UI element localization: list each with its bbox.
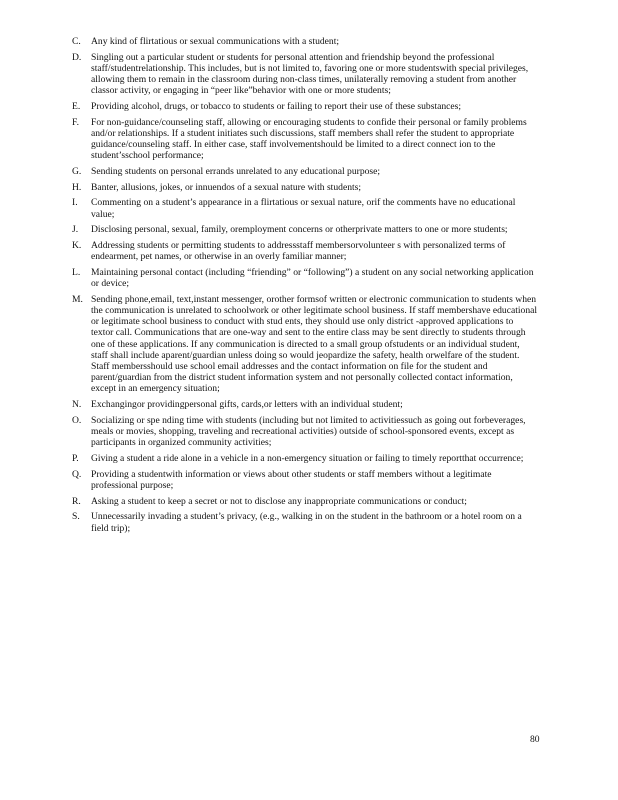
item-letter: H.	[72, 181, 82, 193]
item-letter: C.	[72, 36, 81, 47]
item-letter: G.	[72, 166, 82, 178]
list-item	[72, 36, 538, 47]
list-item	[72, 496, 538, 507]
item-letter: O.	[72, 414, 82, 426]
item-text: Sending phone,email, text,instant messenger, orother formsof written or electronic communication to students when the communication is unrelated to schoolwork or other legitimate school business. If staff membershave educational or legitimate school business to conduct with stud ents, they should use only district -approved applications to textor call. Communications that are one-way and sent to the entire class may be sent directly to students through one of these applications. If any communication is directed to a small group ofstudents or an individual student, staff shall include aparent/guardian unless doing so would jeopardize the safety, health orwelfare of the student. Staff membersshould use school email addresses and the contact information on file for the student and parent/guardian from the district student information system and not personally collected contact information, except in an emergency situation;	[91, 293, 538, 395]
item-text: Any kind of flirtatious or sexual communications with a student;	[91, 36, 340, 47]
item-letter: M.	[72, 293, 83, 305]
item-letter: D.	[72, 51, 82, 63]
item-letter: I.	[72, 197, 78, 209]
list-item	[72, 224, 538, 235]
item-letter: F.	[72, 116, 79, 128]
list-item	[72, 511, 538, 533]
list-item	[72, 240, 538, 262]
item-letter: K.	[72, 240, 82, 252]
item-text: Sending students on personal errands unrelated to any educational purpose;	[91, 166, 381, 178]
item-letter: J.	[72, 224, 79, 236]
item-text: Asking a student to keep a secret or not to disclose any inappropriate communications or conduct;	[91, 495, 467, 507]
list-item	[72, 415, 538, 449]
item-letter: S.	[72, 511, 80, 523]
item-text: Singling out a particular student or students for personal attention and friendship beyond the professional staff/studentrelationship. This includes, but is not limited to, favoring one or more studentswith special privileges, allowing them to remain in the classroom during non-class times, unilaterally removing a student from another classor activity, or engaging in “peer like”behavior with one or more students;	[91, 51, 529, 97]
item-letter: Q.	[72, 468, 82, 480]
list-item	[72, 166, 538, 177]
list-item	[72, 117, 538, 162]
item-text: Maintaining personal contact (including “friending” or “following”) a student on any social networking application or device;	[91, 266, 534, 290]
item-letter: E.	[72, 101, 81, 113]
item-text: Addressing students or permitting students to addressstaff membersorvolunteer s with personalized terms of endearment, pet names, or otherwise in an overly familiar manner;	[91, 240, 506, 263]
item-text: Providing alcohol, drugs, or tobacco to students or failing to report their use of these substances;	[91, 101, 462, 113]
list-item	[72, 197, 538, 219]
list-item	[72, 267, 538, 289]
item-text: Commenting on a student’s appearance in a flirtatious or sexual nature, orif the comments have no educational value;	[91, 197, 516, 220]
item-letter: R.	[72, 495, 81, 507]
item-text: Unnecessarily invading a student’s privacy, (e.g., walking in on the student in the bathroom or a hotel room on a field trip);	[91, 511, 522, 534]
item-text: Providing a studentwith information or views about other students or staff members without a legitimate professional purpose;	[91, 468, 492, 491]
item-letter: L.	[72, 266, 81, 278]
item-text: Giving a student a ride alone in a vehicle in a non-emergency situation or failing to timely reportthat occurrence;	[91, 453, 524, 464]
item-text: Socializing or spe nding time with students (including but not limited to activitiessuch as going out forbeverages, meals or movies, shopping, traveling and recreational activities) outside of school-sponsored events, except as participants in organized community activities;	[91, 414, 526, 449]
list-item	[72, 101, 538, 112]
list-item	[72, 294, 538, 395]
item-text: For non-guidance/counseling staff, allowing or encouraging students to confide their personal or family problems and/or relationships. If a student initiates such discussions, staff members shall refer the student to appropriate guidance/counseling staff. In either case, staff involvementshould be limited to a direct connect ion to the student’sschool performance;	[91, 116, 527, 162]
item-letter: P.	[72, 453, 79, 464]
list-item	[72, 182, 538, 193]
item-letter: N.	[72, 399, 82, 411]
list-item	[72, 399, 538, 410]
item-text: Banter, allusions, jokes, or innuendos of a sexual nature with students;	[91, 181, 362, 193]
list-item	[72, 469, 538, 491]
list-item	[72, 453, 538, 464]
item-text: Disclosing personal, sexual, family, oremployment concerns or otherprivate matters to one or more students;	[91, 224, 508, 236]
item-text: Exchangingor providingpersonal gifts, cards,or letters with an individual student;	[91, 399, 403, 411]
list-item	[72, 52, 538, 97]
conduct-list	[72, 36, 538, 538]
page-number: 80	[530, 734, 540, 745]
